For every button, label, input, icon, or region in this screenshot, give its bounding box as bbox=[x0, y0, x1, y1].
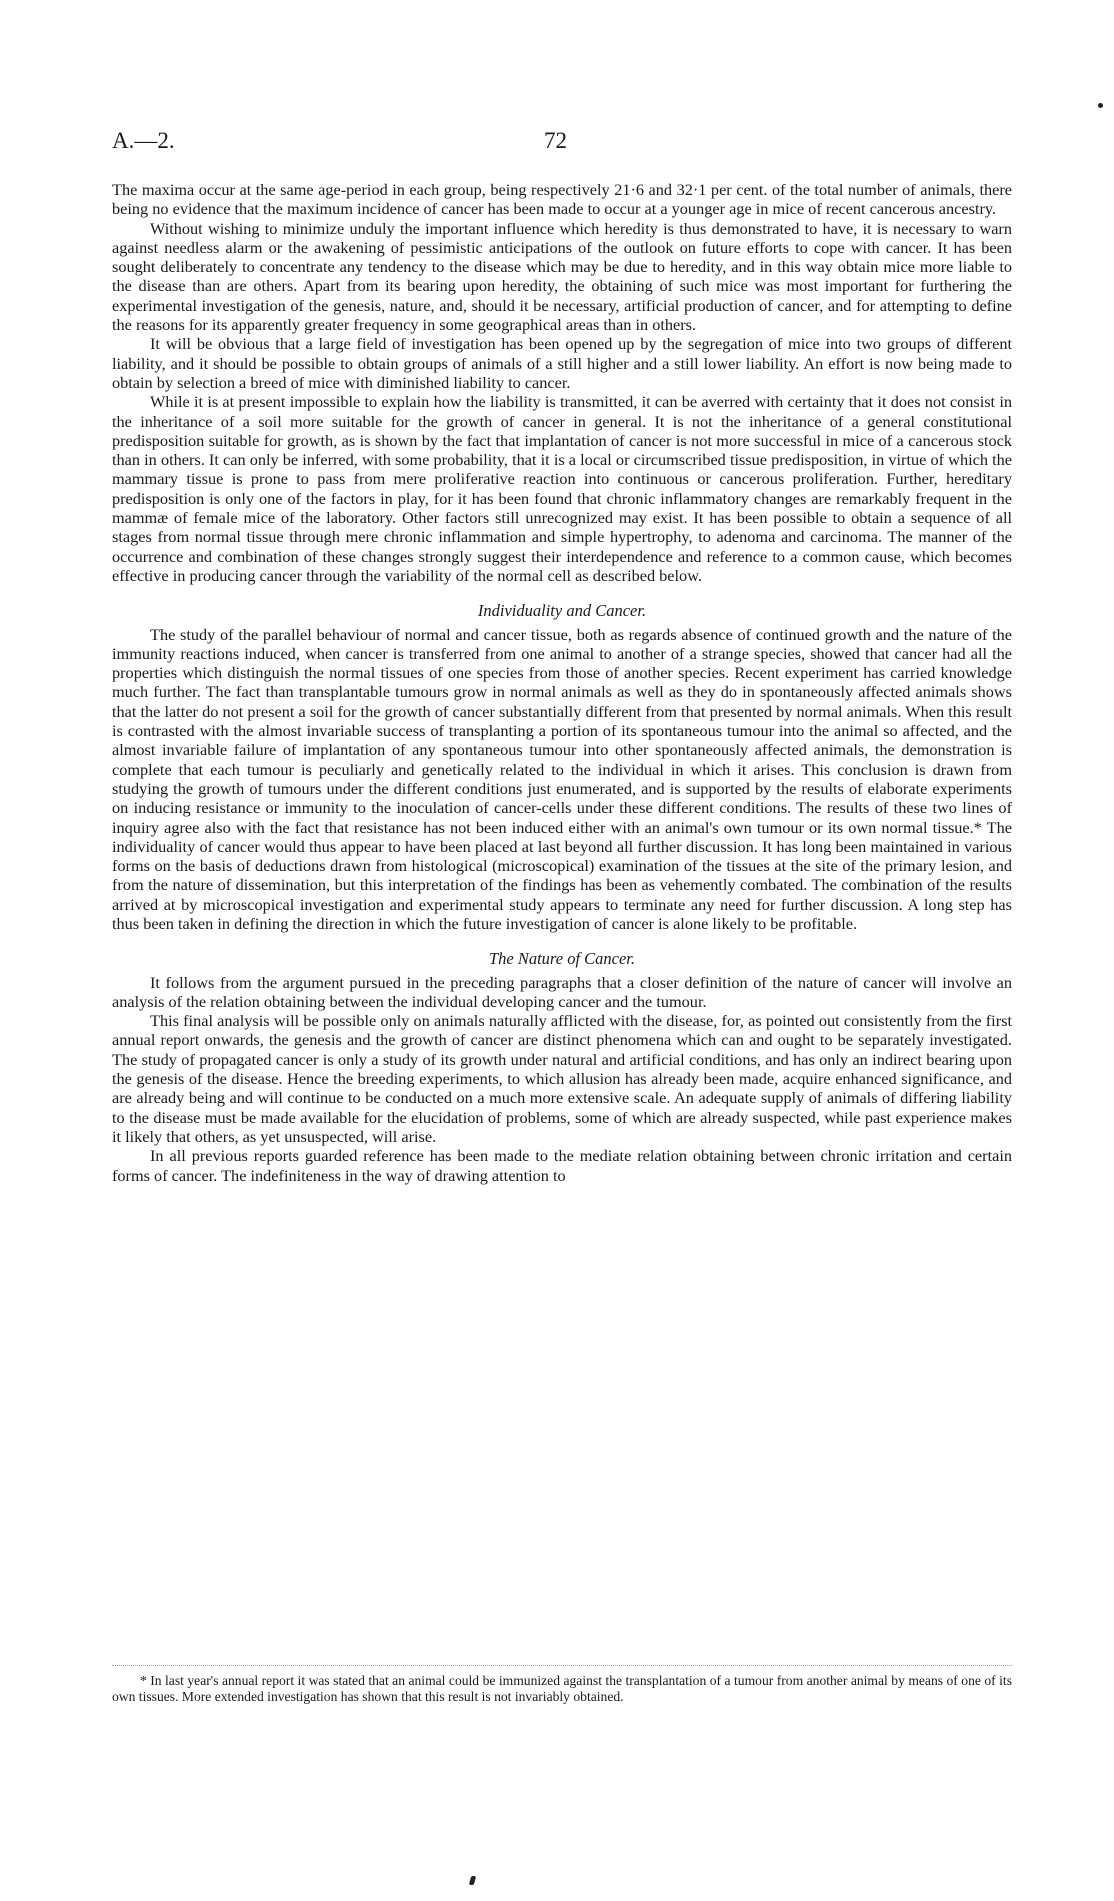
paragraph: The maxima occur at the same age-period in each group, being respectively 21·6 and 32·1 per cent. of the total number of animals, there being no evidence that the maximum incidence of cancer has been made to occur at a younger age in mice of recent cancerous ancestry. bbox=[112, 180, 1012, 219]
paragraph: It will be obvious that a large field of investigation has been opened up by the segregation of mice into two groups of different liability, and it should be possible to obtain groups of animals of a still higher and a still lower liability. An effort is now being made to obtain by selection a breed of mice with diminished liability to cancer. bbox=[112, 334, 1012, 392]
paragraph: It follows from the argument pursued in the preceding paragraphs that a closer definition of the nature of cancer will involve an analysis of the relation obtaining between the individual developing cancer and the tumour. bbox=[112, 972, 1012, 1011]
paragraph: In all previous reports guarded reference has been made to the mediate relation obtaining between chronic irritation and certain forms of cancer. The indefiniteness in the way of drawing attention to bbox=[112, 1146, 1012, 1185]
footnote-text: * In last year's annual report it was stated that an animal could be immunized against the transplantation of a tumour from another animal by means of one of its own tissues. More extended investigation has shown that this result is not invariably obtained. bbox=[112, 1673, 1012, 1704]
footnote bbox=[112, 1673, 1012, 1705]
paragraph: This final analysis will be possible only on animals naturally afflicted with the disease, for, as pointed out consistently from the first annual report onwards, the genesis and the growth of cancer are distinct phenomena which can and ought to be separately investigated. The study of propagated cancer is only a study of its growth under natural and artificial conditions, and has only an indirect bearing upon the genesis of the disease. Hence the breeding experiments, to which allusion has already been made, acquire enhanced significance, and are already being and will continue to be conducted on a much more extensive scale. An adequate supply of animals of differing liability to the disease must be made available for the elucidation of problems, some of which are already suspected, while past experience makes it likely that others, as yet unsuspected, will arise. bbox=[112, 1011, 1012, 1146]
body-text bbox=[112, 180, 1012, 1185]
paragraph: While it is at present impossible to explain how the liability is transmitted, it can be averred with certainty that it does not consist in the inheritance of a soil more suitable for the growth of cancer in general. It is not the inheritance of a general constitutional predisposition suitable for growth, as is shown by the fact that implantation of cancer is not more successful in mice of a cancerous stock than in others. It can only be inferred, with some probability, that it is a local or circumscribed tissue predisposition, in virtue of which the mammary tissue is prone to pass from mere proliferative reaction into continuous or cancerous proliferation. Further, hereditary predisposition is only one of the factors in play, for it has been found that chronic inflammatory changes are remarkably frequent in the mammæ of female mice of the laboratory. Other factors still unrecognized may exist. It has been possible to obtain a sequence of all stages from normal tissue through mere chronic inflammation and simple hypertrophy, to adenoma and carcinoma. The manner of the occurrence and combination of these changes strongly suggest their interdependence and reference to a common cause, which becomes effective in producing cancer through the variability of the normal cell as described below. bbox=[112, 392, 1012, 585]
ink-mark bbox=[1098, 103, 1103, 108]
footnote-divider bbox=[112, 1665, 1012, 1666]
ink-mark bbox=[469, 1876, 476, 1885]
paragraph: The study of the parallel behaviour of normal and cancer tissue, both as regards absence of continued growth and the nature of the immunity reactions induced, when cancer is transferred from one animal to another of a strange species, showed that cancer had all the properties which distinguish the normal tissues of one species from those of another species. Recent experiment has carried knowledge much further. The fact than transplantable tumours grow in normal animals as well as they do in spontaneously affected animals shows that the latter do not present a soil for the growth of cancer substantially different from that presented by normal animals. When this result is contrasted with the almost invariable success of transplanting a portion of its spontaneous tumour into the animal so affected, and the almost invariable failure of implantation of any spontaneous tumour into other spontaneously affected animals, the demonstration is complete that each tumour is peculiarly and genetically related to the individual in which it arises. This conclusion is drawn from studying the growth of tumours under the different conditions just enumerated, and is supported by the results of elaborate experiments on inducing resistance or immunity to the inoculation of cancer-cells under these different conditions. The results of these two lines of inquiry agree also with the fact that resistance has not been induced either with an animal's own tumour or its own normal tissue.* The individuality of cancer would thus appear to have been placed at last beyond all further discussion. It has long been maintained in various forms on the basis of deductions drawn from histological (microscopical) examination of the tissues at the site of the primary lesion, and from the nature of dissemination, but this interpretation of the findings has been as vehemently combated. The combination of the results arrived at by microscopical investigation and experimental study appears to terminate any need for further discussion. A long step has thus been taken in defining the direction in which the future investigation of cancer is alone likely to be profitable. bbox=[112, 624, 1012, 933]
section-heading: The Nature of Cancer. bbox=[488, 949, 636, 969]
document-reference: A.—2. bbox=[112, 128, 175, 153]
page-number: 72 bbox=[544, 128, 567, 153]
section-heading: Individuality and Cancer. bbox=[477, 601, 647, 621]
page-header bbox=[112, 128, 1012, 158]
paragraph: Without wishing to minimize unduly the important influence which heredity is thus demonstrated to have, it is necessary to warn against needless alarm or the awakening of pessimistic anticipations of the outlook on future efforts to cope with cancer. It has been sought deliberately to concentrate any tendency to the disease which may be due to heredity, and in this way obtain mice more liable to the disease than are others. Apart from its bearing upon heredity, the obtaining of such mice was most important for furthering the experimental investigation of the genesis, nature, and, should it be necessary, artificial production of cancer, and for attempting to define the reasons for its apparently greater frequency in some geographical areas than in others. bbox=[112, 218, 1012, 335]
